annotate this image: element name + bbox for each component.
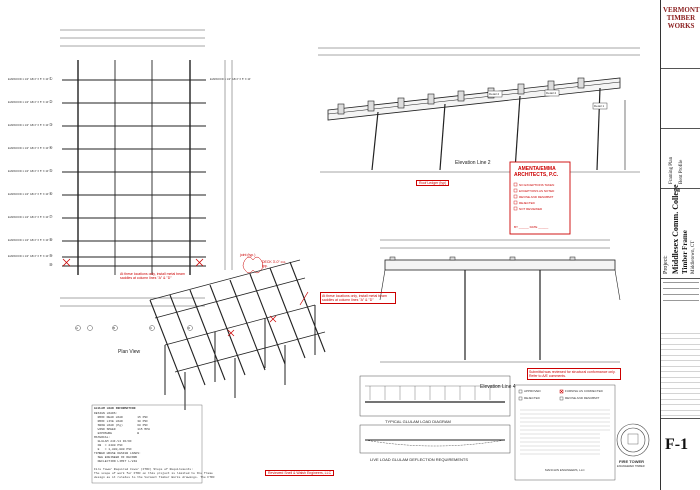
- engineer-name: MANCHIN ENGINEERS, LLC: [545, 468, 585, 472]
- notes-line: WIND SPEED 115 MPH: [94, 428, 150, 431]
- project-label: Project:: [663, 255, 669, 274]
- notes-line: FB = 2400 PSI: [94, 444, 123, 447]
- review-option: FURNISH AS CORRECTED: [565, 389, 603, 393]
- engineer-seal: [617, 424, 649, 456]
- deflection-title: LIVE LOAD GLULAM DEFLECTION REQUIREMENTS: [370, 457, 469, 462]
- glulam-diagram-title: TYPICAL GLULAM LOAD DIAGRAM: [385, 419, 451, 424]
- plan-view-title: Plan View: [118, 349, 141, 355]
- revision-table: [661, 328, 700, 419]
- grid-letter: B: [113, 326, 116, 330]
- tb-blank-1: [661, 68, 700, 129]
- beam-label: ELMWOOD 1 1/2" GB 4" X 5" X 10': [8, 101, 49, 104]
- notes-line: SEE ENGINEER OF RECORD: [94, 456, 138, 459]
- elevation-line-2: [318, 48, 640, 172]
- sheet-name-cell: [661, 128, 700, 189]
- beam-label: ELMWOOD 1 1/2" GB 4" X 5" X 10': [8, 239, 49, 242]
- review-option: REJECTED: [524, 396, 540, 400]
- stamp-option: NOT REVIEWED: [519, 207, 543, 211]
- notes-line: Fire Tower Required Cover (FTRC) Steps of Requirements:: [94, 468, 194, 471]
- stamp-option: REVISE AND RESUBMIT: [519, 195, 554, 199]
- grid-number: ③: [49, 122, 53, 127]
- project-cell: [661, 184, 700, 279]
- elevation-4-title: Elevation Line 4: [480, 384, 516, 390]
- elevation-line-4: [380, 240, 620, 362]
- sheet-name-1: Framing Plan: [669, 156, 674, 184]
- notes-line: SNOW LOAD (Pg) 60 PSF: [94, 424, 149, 427]
- notes-line: EXPOSURE B: [94, 432, 140, 435]
- detail-tag: Detail 2: [489, 92, 500, 96]
- company-line-3: WORKS: [667, 22, 695, 30]
- grid-number: ②: [49, 99, 53, 104]
- notes-line: MATERIAL:: [94, 436, 111, 439]
- isometric-view: [150, 260, 325, 410]
- notes-line: DESIGN LOADS:: [94, 412, 118, 415]
- beam-label: ELMWOOD 1 1/2" GB 4" X 5" X 10': [8, 193, 49, 196]
- grid-letter: C: [150, 326, 153, 330]
- stamp-line-2: ARCHITECTS, P.C.: [514, 172, 559, 178]
- stamp-option: REJECTED: [519, 201, 535, 205]
- notes-line: ROOF LIVE LOAD 30 PSF: [94, 420, 149, 423]
- company-line-1: VERMONT: [663, 6, 700, 14]
- grid-number: ①: [49, 76, 53, 81]
- grid-number: ⑤: [49, 168, 53, 173]
- notes-title: GLULAM LOAD INFORMATION: [94, 407, 136, 410]
- beam-label: ELMWOOD 1 1/2" GB 4" X 5" X 10': [8, 255, 49, 258]
- stamp-option: NO EXCEPTIONS TAKEN: [519, 183, 555, 187]
- beam-label: ELMWOOD 1 1/2" GB 4" X 5" X 10': [8, 78, 49, 81]
- grid-number: ④: [49, 145, 53, 150]
- beam-label: ELMWOOD 1 1/2" GB 4" X 5" X 10': [8, 124, 49, 127]
- grid-letter: A: [76, 326, 79, 330]
- notes-line: The scope of work for FTRC on this project is limited to the frame: [94, 472, 213, 475]
- grid-number: ⑨: [49, 253, 53, 258]
- beam-label: ELMWOOD 1 1/2" GB 4" X 5" X 10': [210, 78, 251, 81]
- stamp-sign-line: BY ______ DATE ______: [514, 225, 549, 229]
- plan-red-cloud-1: joint (typ.): [240, 253, 256, 257]
- sheet-name-2: Bent Profile: [679, 159, 684, 184]
- beam-label: ELMWOOD 1 1/2" GB 4" X 5" X 10': [8, 216, 49, 219]
- notes-line: E = 1,800,000 PSI: [94, 448, 132, 451]
- iso-red-footer: Reviewed Snell & Walsh Engineers, LLC: [265, 470, 334, 476]
- detail-tag: Detail 2: [546, 91, 557, 95]
- sheet-number-cell: [661, 418, 700, 490]
- grid-letter: D: [188, 326, 191, 330]
- iso-red-note: At these locations only, install metal beam saddles at column lines "A" & "D": [320, 292, 396, 304]
- notes-line: ROOF DEAD LOAD 15 PSF: [94, 416, 149, 419]
- beam-label: ELMWOOD 1 1/2" GB 4" X 5" X 10': [8, 170, 49, 173]
- stamp-option: EXCEPTIONS AS NOTED: [519, 189, 555, 193]
- notes-line: design as it relates to the Vermont Timber Works drawings. The FTRC: [94, 476, 215, 479]
- grid-number: ⑦: [49, 214, 53, 219]
- project-location: Middletown, CT: [691, 240, 696, 274]
- detail-tag: Detail 1: [594, 104, 605, 108]
- project-name: Middlesex Comm. College: [671, 184, 680, 274]
- company-logo: [661, 0, 700, 69]
- grid-number: ⑧: [49, 237, 53, 242]
- grid-number: ⑩: [49, 262, 53, 267]
- notes-line: DEFLECTION LIMIT L/240: [94, 460, 138, 463]
- plan-red-note: At these locations only, install metal beam saddles at column lines "A" & "D": [120, 272, 185, 280]
- seal-name: FIRE TOWER: [619, 459, 645, 464]
- beam-label: ELMWOOD 1 1/2" GB 4" X 5" X 10': [8, 147, 49, 150]
- review-option: REVISE AND RESUBMIT: [565, 396, 600, 400]
- seal-sub: ENGINEERED TIMBER: [617, 465, 645, 468]
- elevation-2-title: Elevation Line 2: [455, 160, 491, 166]
- grid-number: ⑥: [49, 191, 53, 196]
- title-block: [660, 0, 700, 490]
- tb-info-cell: [661, 278, 700, 329]
- company-line-2: TIMBER: [666, 14, 696, 22]
- stamp-line-1: AMENTA/EMMA: [518, 166, 556, 172]
- notes-line: GLULAM 24F-V4 DF/DF: [94, 440, 132, 443]
- notes-line: TIMBER HOUSE DESIGN LOADS:: [94, 452, 141, 455]
- sheet-number: F-1: [665, 436, 689, 453]
- plan-red-cloud-2: DECK 3'-0" o.c. typ.: [262, 260, 287, 268]
- project-sub: Timber Frame: [681, 230, 689, 274]
- review-option: APPROVED: [524, 389, 541, 393]
- elevation-2-red-note: Roof Ledger (typ): [416, 180, 449, 186]
- elevation-4-red-note: Submittal was reviewed for structural conformance only. Refer to A/E comments.: [527, 368, 621, 380]
